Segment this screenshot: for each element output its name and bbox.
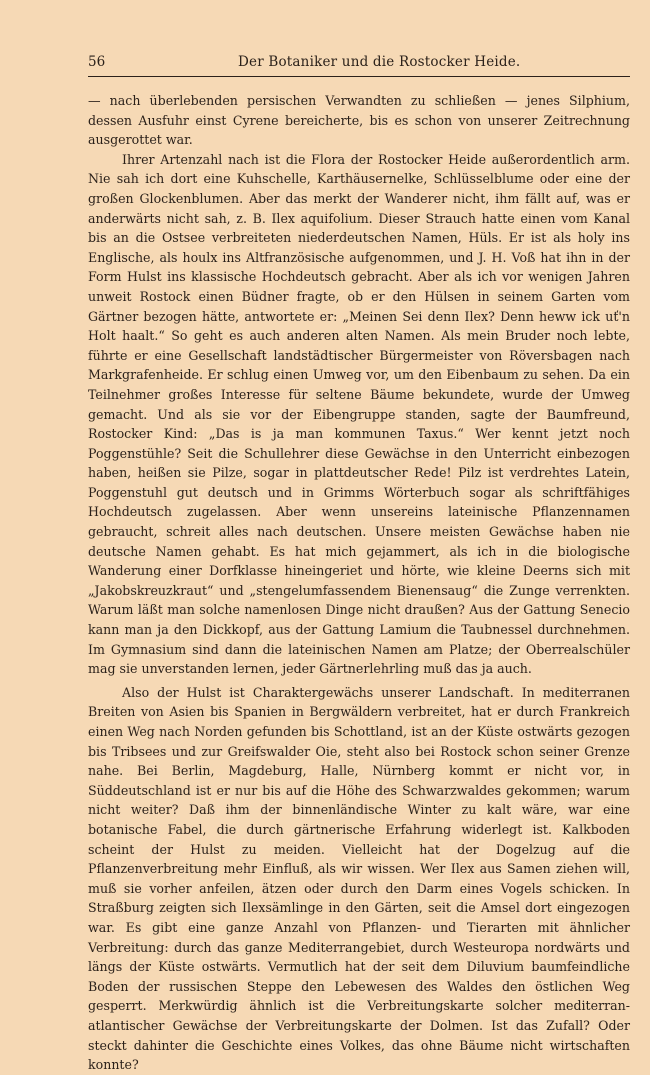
page-number: 56 <box>88 54 106 70</box>
running-head-title: Der Botaniker und die Rostocker Heide. <box>238 54 521 70</box>
paragraph-flora: Ihrer Artenzahl nach ist die Flora der Rostocker Heide außerordentlich arm. Nie sah ich dort eine Kuhschelle, Karthäusernelke, Schlüsselblume oder eine der großen Glockenblumen. Aber das merkt der Wanderer nicht, ihm fällt auf, was er anderwärts nicht sah, z. B. Ilex aquifolium. Dieser Strauch hatte einen vom Kanal bis an die Ostsee verbreiteten niederdeutschen Namen, Hüls. Er ist als holy ins Englische, als houlx ins Altfranzösische aufgenommen, und J. H. Voß hat ihn in der Form Hulst ins klassische Hochdeutsch gebracht. Aber als ich vor wenigen Jahren unweit Rostock einen Büdner fragte, ob er den Hülsen in seinem Garten vom Gärtner bezogen hätte, antwortete er: „Meinen Sei denn Ilex? Denn heww ick uť'n Holt haalt.“ So geht es auch anderen alten Namen. Als mein Bruder noch lebte, führte er eine Gesellschaft landstädtischer Bürgermeister von Röversbagen nach Markgrafenheide. Er schlug einen Umweg vor, um den Eibenbaum zu sehen. Da ein Teilnehmer großes Interesse für seltene Bäume bekundete, wurde der Umweg gemacht. Und als sie vor der Eibengruppe standen, sagte der Baumfreund, Rostocker Kind: „Das is ja man kommunen Taxus.“ Wer kennt jetzt noch Poggenstühle? Seit die Schullehrer diese Gewächse in den Unterricht einbezogen haben, heißen sie Pilze, sogar in plattdeutscher Rede! Pilz ist verdrehtes Latein, Poggenstuhl gut deutsch und in Grimms Wörterbuch sogar als schriftfähiges Hochdeutsch zugelassen. Aber wenn unsereins lateinische Pflanzennamen gebraucht, schreit alles nach deutschen. Unsere meisten Gewächse haben nie deutsche Namen gehabt. Es hat mich gejammert, als ich in die biologische Wanderung einer Dorfklasse hineingeriet und hörte, wie kleine Deerns sich mit „Jakobskreuzkraut“ und „stengelumfassendem Bienensaug“ die Zunge verrenkten. Warum läßt man solche namenlosen Dinge nicht draußen? Aus der Gattung Senecio kann man ja den Dickkopf, aus der Gattung Lamium die Taubnessel durchnehmen. Im Gymnasium sind dann die lateinischen Namen am Platze; der Oberrealschüler mag sie unverstanden lernen, jeder Gärtnerlehrling muß das ja auch. <box>88 151 630 677</box>
running-head <box>88 54 630 77</box>
body-text <box>88 91 630 1075</box>
paragraph-hulst: Also der Hulst ist Charaktergewächs unserer Landschaft. In mediterranen Breiten von Asien bis Spanien in Bergwäldern verbreitet, hat er durch Frankreich einen Weg nach Norden gefunden bis Schottland, ist an der Küste ostwärts gezogen bis Tribsees und zur Greifswalder Oie, steht also bei Rostock schon seiner Grenze nahe. Bei Berlin, Magdeburg, Halle, Nürnberg kommt er nicht vor, in Süddeutschland ist er nur bis auf die Höhe des Schwarzwaldes gekommen; warum nicht weiter? Daß ihm der binnenländische Winter zu kalt wäre, war eine botanische Fabel, die durch gärtnerische Erfahrung widerlegt ist. Kalkboden scheint der Hulst zu meiden. Vielleicht hat der Dogelzug auf die Pflanzenverbreitung mehr Einfluß, als wir wissen. Wer Ilex aus Samen ziehen will, muß sie vorher anfeilen, ätzen oder durch den Darm eines Vogels schicken. In Straßburg zeigten sich Ilexsämlinge in den Gärten, seit die Amsel dort eingezogen war. Es gibt eine ganze Anzahl von Pflanzen- und Tierarten mit ähnlicher Verbreitung: durch das ganze Mediterrangebiet, durch Westeuropa nordwärts und längs der Küste ostwärts. Vermutlich hat der seit dem Diluvium baumfeindliche Boden der russischen Steppe den Lebewesen des Waldes den östlichen Weg gesperrt. Merkwürdig ähnlich ist die Verbreitungskarte solcher mediterran-atlantischer Gewächse der Verbreitungskarte der Dolmen. Ist das Zufall? Oder steckt dahinter die Geschichte eines Volkes, das ohne Bäume nicht wirtschaften konnte? <box>88 684 630 1073</box>
paragraph-continued: — nach überlebenden persischen Verwandten zu schließen — jenes Silphium, dessen Ausfuhr einst Cyrene bereicherte, bis es schon von unserer Zeitrechnung ausgerottet war. <box>88 93 630 148</box>
